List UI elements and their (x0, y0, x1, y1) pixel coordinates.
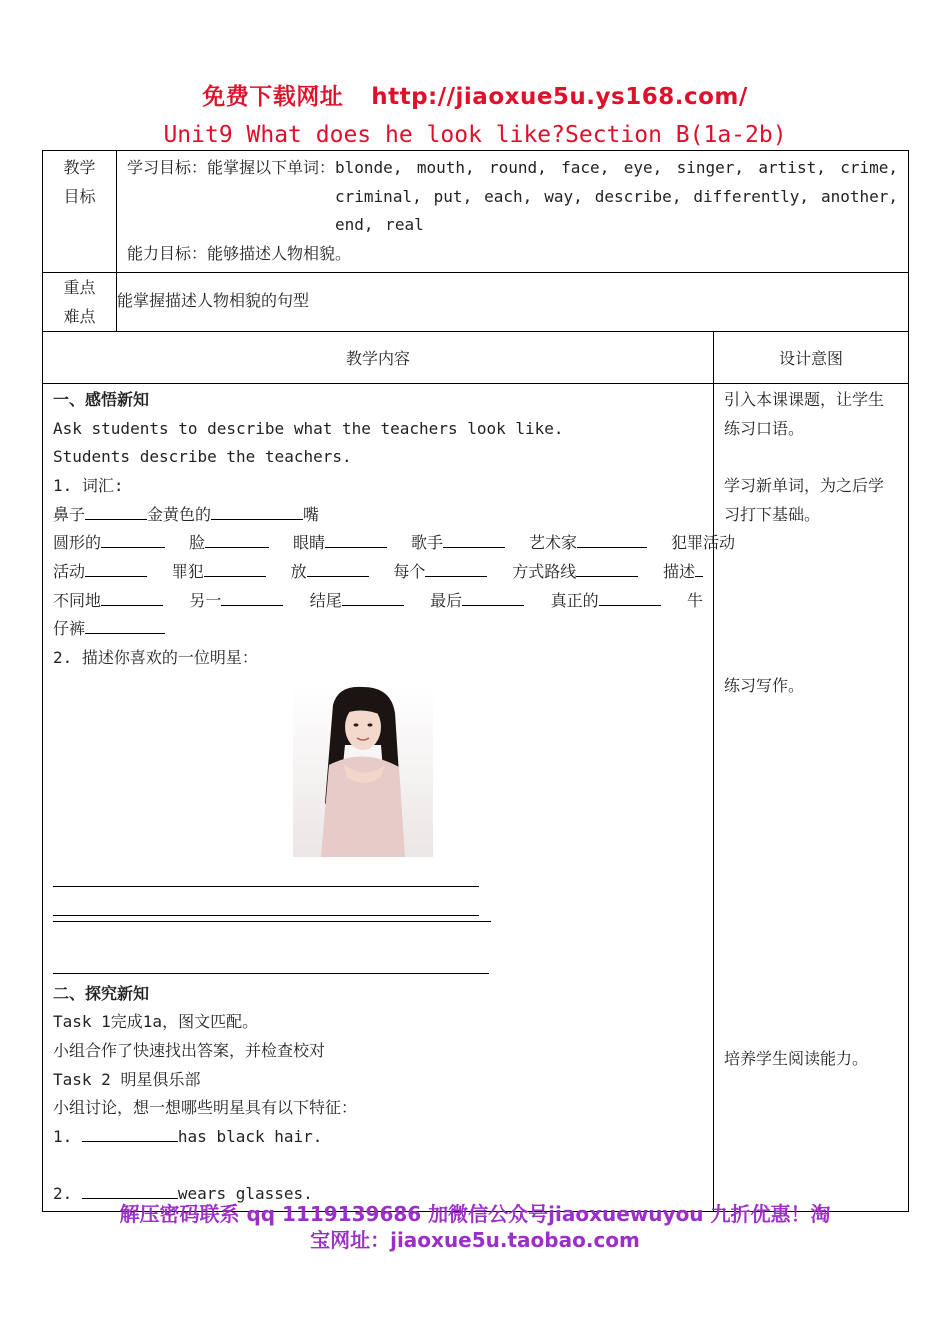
intent-1: 引入本课课题，让学生练习口语。 (724, 389, 885, 438)
vocab-blank[interactable] (307, 560, 369, 577)
vocab-blank[interactable] (462, 589, 524, 606)
vocab-blank[interactable] (599, 589, 661, 606)
section2-title: 二、探究新知 (53, 983, 150, 1003)
task1-text: 完成1a，图文匹配。 (110, 1012, 259, 1032)
task2-label: Task 2 (53, 1069, 111, 1089)
vocab-word: 圆形的 (53, 533, 102, 553)
vocab-word: 金黄色的 (147, 504, 212, 524)
vocab-blank[interactable] (325, 531, 387, 548)
vocab-blank[interactable] (425, 560, 487, 577)
download-url-link[interactable]: http://jiaoxue5u.ys168.com/ (371, 84, 748, 110)
intent-4: 培养学生阅读能力。 (724, 1049, 869, 1069)
learning-goal-key: 学习目标：能掌握以下单词： (127, 158, 336, 177)
key-points-label: 重点难点 (63, 277, 96, 326)
lesson-plan-table (42, 150, 909, 1212)
vocab-word: 嘴 (303, 504, 320, 524)
intent-3: 练习写作。 (724, 676, 805, 696)
vocab-word: 歌手 (411, 533, 444, 553)
vocab-word: 脸 (189, 533, 206, 553)
vocab-blank[interactable] (211, 503, 303, 520)
vocab-word: 罪犯 (171, 562, 204, 582)
vocab-blank[interactable] (85, 503, 147, 520)
vocab-blank[interactable] (85, 617, 165, 634)
key-points-text: 能掌握描述人物相貌的句型 (117, 272, 909, 331)
vocab-blank[interactable] (443, 531, 505, 548)
content-column-header: 教学内容 (43, 331, 714, 383)
task1-note: 小组合作了快速找出答案，并检查校对 (53, 1040, 326, 1060)
vocab-word: 真正的 (550, 590, 599, 610)
vocab-word: 犯罪活动 (671, 533, 736, 553)
describe-star-prompt: 2. 描述你喜欢的一位明星： (53, 648, 258, 668)
footer-line2[interactable]: 宝网址：jiaoxue5u.taobao.com (310, 1228, 640, 1252)
vocab-word: 鼻子 (53, 504, 86, 524)
vocab-blank[interactable] (221, 589, 283, 606)
vocab-blank[interactable] (101, 531, 165, 548)
intent-2: 学习新单词，为之后学习打下基础。 (724, 475, 885, 524)
objectives-label-cell (43, 151, 117, 273)
vocab-word: 不同地 (53, 590, 102, 610)
vocab-word: 另一 (189, 590, 222, 610)
task2-note: 小组讨论，想一想哪些明星具有以下特征： (53, 1098, 358, 1118)
vocab-block: 鼻子 金黄色的 嘴 圆形的 脸 眼睛 歌手 艺术家 犯罪活动 活动 罪犯 放 每个 方式路线 描述 不同地 另一 结尾 最后 真正的 牛 仔裤 (53, 504, 736, 639)
ability-goal: 能力目标：能够描述人物相貌。 (127, 244, 352, 264)
vocab-blank[interactable] (695, 560, 703, 577)
task2-text: 明星俱乐部 (120, 1069, 201, 1089)
vocab-blank[interactable] (577, 531, 647, 548)
vocab-blank[interactable] (101, 589, 163, 606)
vocab-word: 最后 (430, 590, 463, 610)
key-points-label-cell (43, 272, 117, 331)
objectives-cell (117, 151, 909, 273)
task1-label: Task 1 (53, 1012, 111, 1032)
vocab-word: 每个 (393, 562, 426, 582)
answer-blank[interactable] (82, 1125, 178, 1142)
footer-line1: 解压密码联系 qq 1119139686 加微信公众号jiaoxuewuyou 九折优惠！淘 (119, 1202, 831, 1226)
objectives-label: 教学目标 (63, 158, 96, 206)
vocab-blank[interactable] (576, 560, 638, 577)
vocab-word: 放 (290, 562, 307, 582)
vocab-word: 结尾 (309, 590, 342, 610)
unit-title: Unit9 What does he look like?Section B(1a-2b) (163, 122, 787, 148)
free-download-label: 免费下载网址 (202, 84, 344, 110)
vocab-blank[interactable] (85, 560, 147, 577)
section1-title: 一、感悟新知 (53, 389, 150, 409)
vocab-blank[interactable] (205, 531, 269, 548)
question-2: wears glasses. (177, 1184, 313, 1204)
vocab-word: 描述 (662, 562, 695, 582)
section1-line2: Students describe the teachers. (53, 447, 352, 467)
star-photo (293, 685, 433, 857)
content-cell: 一、感悟新知 Ask students to describe what the teachers look like. Students describe the teachers. 1. 词汇: 鼻子 金黄色的 嘴 圆形的 脸 眼睛 歌手 艺术家 犯罪活动 活动 罪犯 放 每个 方式路线 描述 不同地 另一 结尾 最后 真正的 牛 仔裤 2. 描述你喜欢的一位明星： 二、探究新知 Task 1完成1a，图文匹配。 小组合作了快速找出答案，并检查校对 Task 2 明星俱乐部 小组讨论，想一想哪些明星具有以下特征： 1. has black hair. 2. wears glasses. (43, 383, 714, 1211)
intent-cell (714, 383, 909, 1211)
answer-blank[interactable] (82, 1182, 178, 1199)
learning-goal-words: blonde, mouth, round, face, eye, singer, artist, crime, criminal, put, each, way, describe, differently, another, end, real (335, 158, 899, 235)
header-download-line (0, 78, 950, 111)
vocab-blank[interactable] (342, 589, 404, 606)
section1-line1: Ask students to describe what the teachers look like. (53, 418, 564, 438)
question-1: has black hair. (177, 1127, 323, 1147)
vocab-blank[interactable] (204, 560, 266, 577)
vocab-word: 眼睛 (293, 533, 326, 553)
vocab-word: 方式路线 (512, 562, 577, 582)
intent-column-header: 设计意图 (714, 331, 909, 383)
vocab-word: 艺术家 (529, 533, 578, 553)
vocab-title: 1. 词汇: (53, 475, 124, 495)
